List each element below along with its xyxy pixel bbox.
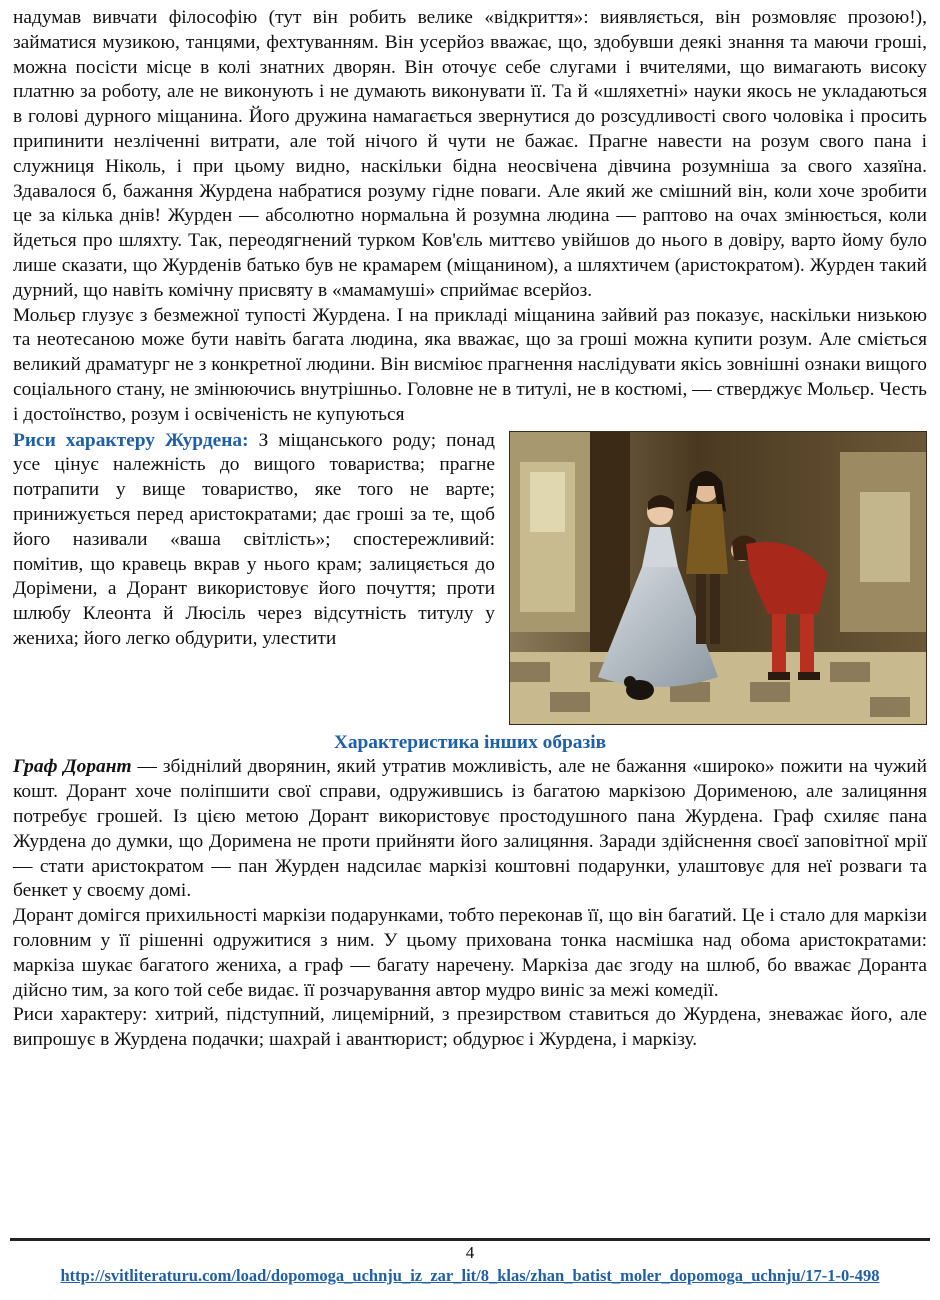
dorant-paragraph-1 [13,755,927,904]
dorant-text-1: — збіднілий дворянин, який утратив можливість, але не бажання «широко» пожити на чужий кошт. Дорант хоче поліпшити свої справи, одружившись із багатою маркізою Дорименою, але залицяння потребує грошей. Із цією метою Дорант використовує простодушного пана Журдена. Граф схиляє пана Журдена до думки, що Доримена не проти прийняти його залицяння. Заради здійснення своєї заповітної мрії — стати аристократом — пан Журден надсилає маркізі коштовні подарунки, улаштовує для неї розваги та бенкет у своєму домі. [13,756,927,902]
traits-text: З міщанського роду; понад усе цінує належність до вищого товариства; прагне потрапити у вище товариство, яке того не варте; принижується перед аристократами; дає гроші за те, щоб його називали «ваша світлість»; спостережливий: помітив, що кравець вкрав у нього крам; залицяється до Дорімени, а Дорант використовує його почуття; проти шлюбу Клеонта й Люсіль через відсутність титулу у жениха; його легко обдурити, улестити [13,429,495,649]
section-title: Характеристика інших образів [333,731,607,753]
painting-illustration [509,431,927,725]
page-number: 4 [465,1243,475,1262]
intro-paragraph-2: Мольєр глузує з безмежної тупості Журдена. І на прикладі міщанина зайвий раз показує, наскільки низькою та неотесаною може бути навіть багата людина, яка вважає, що за гроші можна купити розум. Але сміється великий драматург не з конкретної людини. Він висміює прагнення наслідувати якісь зовнішні ознаки вищого соціального стану, не змінюючись внутрішньо. Головне не в титулі, не в костюмі, — стверджує Мольєр. Честь і достоїнство, розум і освіченість не купуються [13,304,927,425]
dorant-name: Граф Дорант [13,756,132,778]
document-body [13,6,927,1053]
footer-divider [10,1238,930,1241]
traits-label: Риси характеру Журдена: [13,429,249,451]
traits-block [13,429,927,731]
intro-paragraph-1: надумав вивчати філософію (тут він робить велике «відкриття»: виявляється, він розмовляє прозою!), займатися музикою, танцями, фехтуванням. Він усерйоз вважає, що, здобувши деякі знання та маючи гроші, можна посісти місце в колі знатних дворян. Він оточує себе слугами і вчителями, що вимагають високу платню за роботу, але не виконують і не думають виконувати її. Та й «шляхетні» науки якось не укладаються в голові дурного міщанина. Його дружина намагається звернутися до розсудливості свого чоловіка і просить припинити незліченні витрати, але той нічого й чути не бажає. Прагне навести на розум свого пана і служниця Ніколь, і при цьому видно, наскільки бідна неосвічена дівчина розумніша за свого хазяїна. Здавалося б, бажання Журдена набратися розуму гідне поваги. Але який же смішний він, коли хоче зробити це за кілька днів! Журден — абсолютно нормальна й розумна людина — раптово на очах змінюється, коли йдеться про шляхту. Так, переодягнений турком Ков'єль миттєво увійшов до нього в довіру, варто йому було лише сказати, що Журденів батько був не крамарем (міщанином), а шляхтичем (аристократом). Журден такий дурний, що навіть комічну присвяту в «мамамуші» сприймає всерйоз. [13,7,927,301]
dorant-paragraph-3: Риси характеру: хитрий, підступний, лицемірний, з презирством ставиться до Журдена, зневажає його, але випрошує в Журдена подачки; шахрай і авантюрист; обдурює і Журдена, і маркізу. [13,1004,927,1051]
dorant-paragraph-2: Дорант домігся прихильності маркізи подарунками, тобто переконав її, що він багатий. Це і стало для маркізи головним у її рішенні одружитися з ним. У цьому прихована тонка насмішка над обома аристократами: маркіза шукає багатого жениха, а граф — багату наречену. Маркіза дає згоду на шлюб, бо вважає Доранта дійсно тим, за кого той себе видає. її розчарування автор мудро виніс за межі комедії. [13,905,927,1001]
source-link[interactable]: http://svitliteraturu.com/load/dopomoga_uchnju_iz_zar_lit/8_klas/zhan_batist_moler_dopomoga_uchnju/17-1-0-498 [60,1266,880,1285]
